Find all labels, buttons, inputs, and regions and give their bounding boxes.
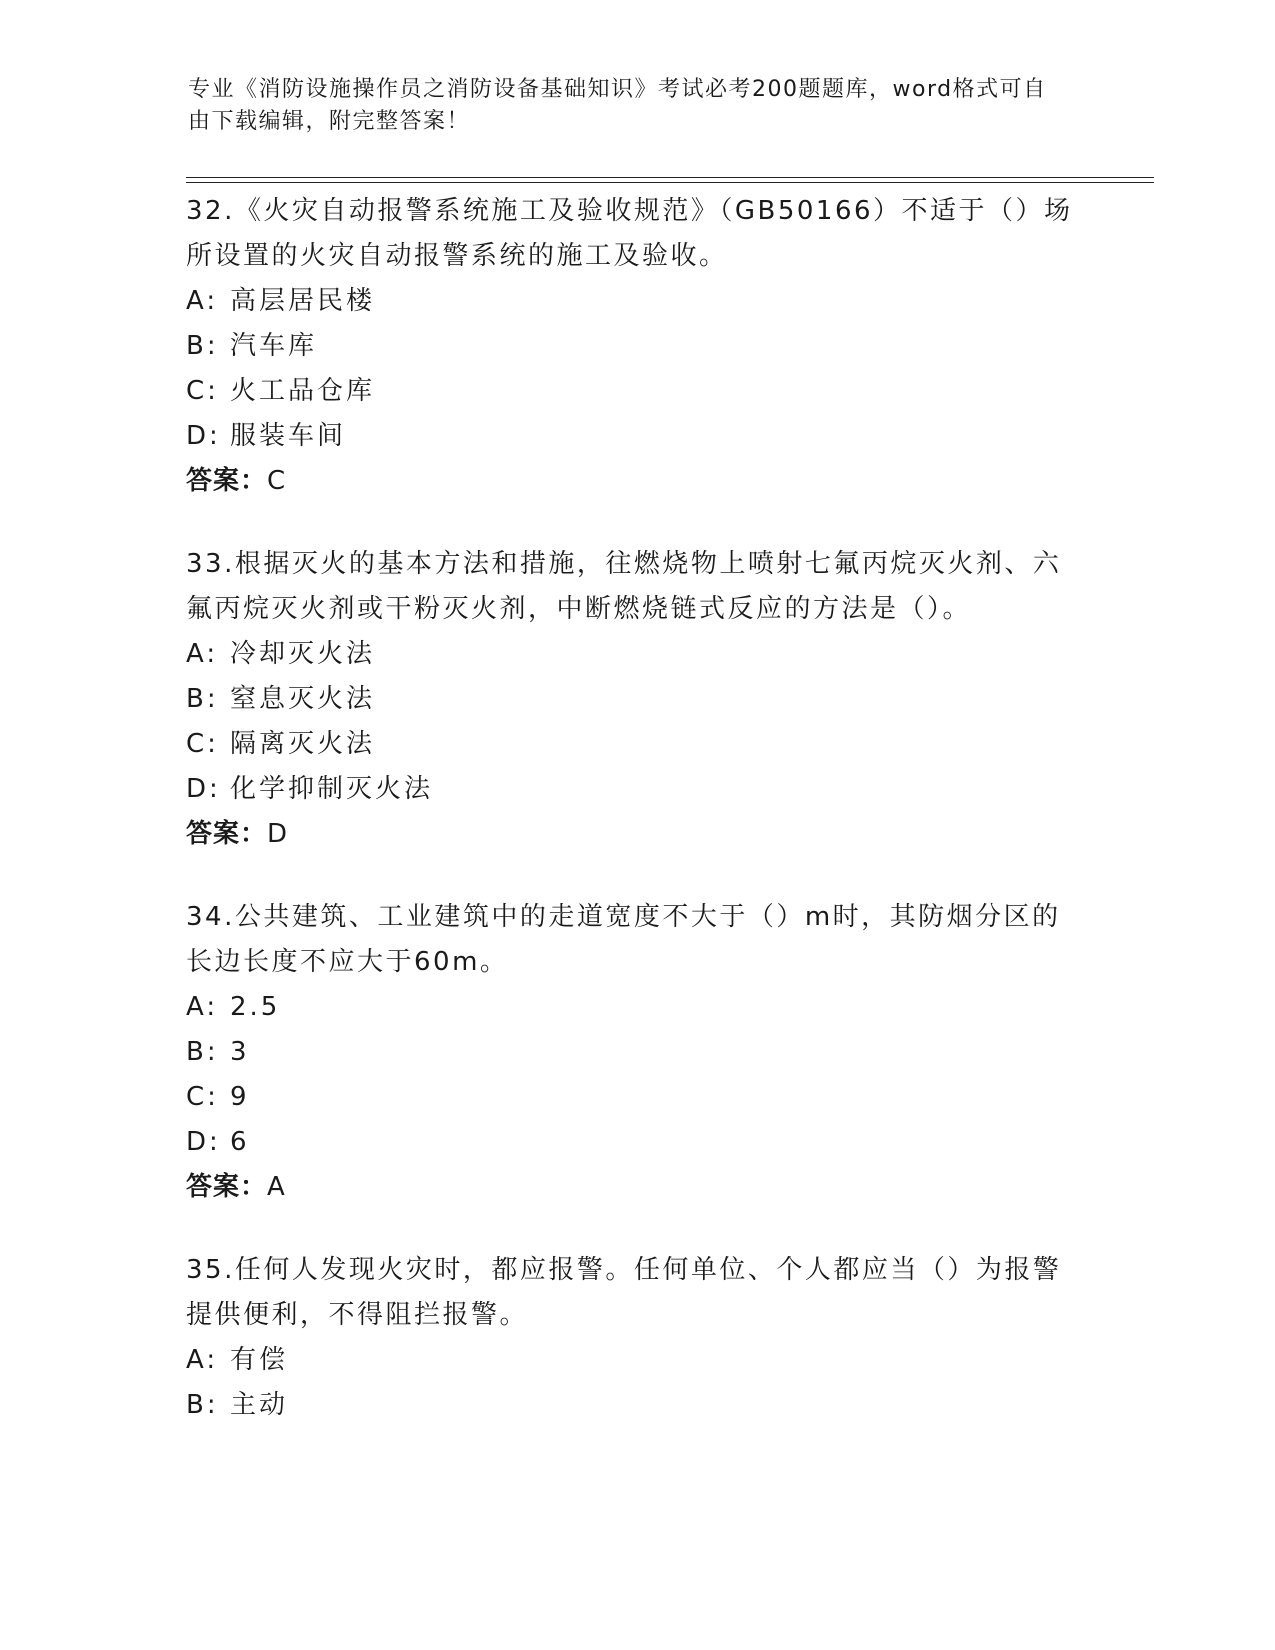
question-text: 33.根据灭火的基本方法和措施，往燃烧物上喷射七氟丙烷灭火剂、六氟丙烷灭火剂或干粉灭火剂，中断燃烧链式反应的方法是（）。	[186, 549, 1062, 624]
option-value: 主动	[230, 1390, 289, 1420]
option-value: 有偿	[230, 1345, 289, 1375]
answer-label: 答案：	[186, 466, 268, 496]
answer-value: A	[267, 1172, 286, 1202]
option-a	[186, 632, 1086, 677]
option-a	[186, 1338, 1086, 1383]
document-intro: 专业《消防设施操作员之消防设备基础知识》考试必考200题题库，word格式可自由下载编辑，附完整答案！	[188, 77, 1047, 134]
option-value: 汽车库	[230, 331, 318, 361]
option-value: 服装车间	[230, 421, 347, 451]
option-key: D:	[186, 1127, 221, 1157]
option-value: 3	[230, 1037, 250, 1067]
option-key: C:	[186, 376, 219, 406]
option-d	[186, 414, 1086, 459]
question-item	[186, 542, 1086, 857]
option-a	[186, 279, 1086, 324]
option-key: A:	[186, 992, 219, 1022]
option-c	[186, 1075, 1086, 1120]
option-key: B:	[186, 331, 219, 361]
option-b	[186, 324, 1086, 369]
answer-line	[186, 812, 1086, 857]
option-value: 高层居民楼	[230, 286, 376, 316]
option-value: 隔离灭火法	[230, 729, 376, 759]
option-value: 9	[230, 1082, 250, 1112]
answer-line	[186, 459, 1086, 504]
question-text: 34.公共建筑、工业建筑中的走道宽度不大于（）m时，其防烟分区的长边长度不应大于60m。	[186, 902, 1061, 977]
option-key: A:	[186, 1345, 219, 1375]
header-divider-bottom	[186, 182, 1154, 183]
option-b	[186, 1030, 1086, 1075]
option-c	[186, 722, 1086, 767]
option-value: 化学抑制灭火法	[230, 774, 434, 804]
header-divider-top	[186, 177, 1154, 178]
option-value: 火工品仓库	[230, 376, 376, 406]
option-d	[186, 767, 1086, 812]
option-b	[186, 677, 1086, 722]
option-key: D:	[186, 421, 221, 451]
option-value: 窒息灭火法	[230, 684, 376, 714]
answer-label: 答案：	[186, 1172, 268, 1202]
answer-value: D	[267, 819, 289, 849]
option-key: C:	[186, 729, 219, 759]
option-b	[186, 1383, 1086, 1428]
option-value: 6	[230, 1127, 250, 1157]
option-key: B:	[186, 1390, 219, 1420]
option-c	[186, 369, 1086, 414]
question-item	[186, 895, 1086, 1210]
question-item	[186, 1248, 1086, 1428]
option-key: B:	[186, 684, 219, 714]
option-key: D:	[186, 774, 221, 804]
question-text: 35.任何人发现火灾时，都应报警。任何单位、个人都应当（）为报警提供便利，不得阻拦报警。	[186, 1255, 1062, 1330]
option-key: C:	[186, 1082, 219, 1112]
option-value: 2.5	[230, 992, 281, 1022]
option-a	[186, 985, 1086, 1030]
option-value: 冷却灭火法	[230, 639, 376, 669]
answer-label: 答案：	[186, 819, 268, 849]
option-key: A:	[186, 639, 219, 669]
question-list	[186, 186, 1086, 1466]
question-text: 32.《火灾自动报警系统施工及验收规范》（GB50166）不适于（）场所设置的火灾自动报警系统的施工及验收。	[186, 196, 1073, 271]
answer-line	[186, 1165, 1086, 1210]
answer-value: C	[267, 466, 287, 496]
option-key: A:	[186, 286, 219, 316]
option-d	[186, 1120, 1086, 1165]
option-key: B:	[186, 1037, 219, 1067]
question-item	[186, 189, 1086, 504]
